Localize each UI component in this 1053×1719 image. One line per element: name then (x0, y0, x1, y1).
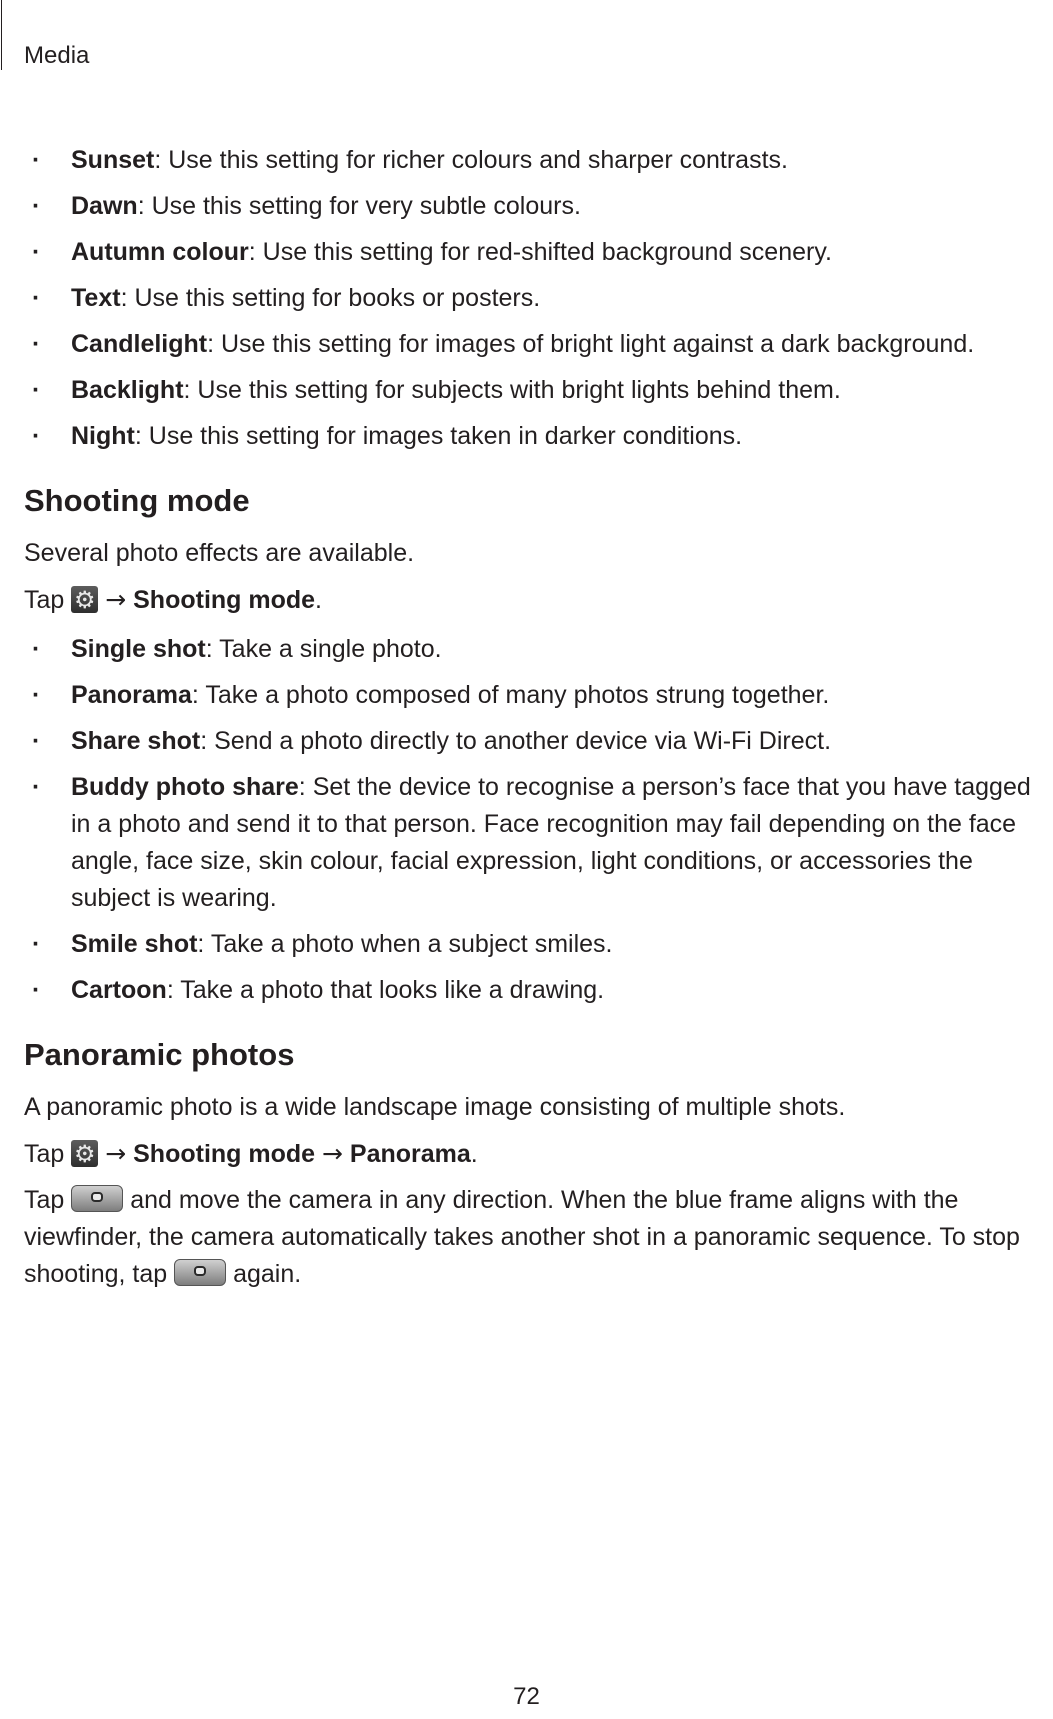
list-item (24, 631, 1034, 668)
term: Buddy photo share (71, 773, 299, 801)
term: Single shot (71, 635, 206, 663)
description: : Use this setting for books or posters. (120, 284, 541, 312)
gear-icon (71, 586, 98, 613)
description: : Send a photo directly to another device via Wi-Fi Direct. (200, 727, 832, 755)
description: : Use this setting for red-shifted background scenery. (248, 238, 832, 266)
tap-text: Tap (24, 586, 65, 614)
list-item (24, 188, 1034, 225)
instruction-end: again. (233, 1260, 302, 1288)
term: Backlight (71, 376, 184, 404)
menu-path: Shooting mode (133, 1140, 316, 1168)
menu-path: Panorama (349, 1140, 471, 1168)
term: Night (71, 422, 135, 450)
description: : Use this setting for subjects with bright lights behind them. (183, 376, 841, 404)
page-number: 72 (513, 1683, 540, 1710)
list-item (24, 926, 1034, 963)
description: : Set the device to recognise a person’s face that you have tagged in a photo and send it to that person. Face recognition may fail depending on the face angle, face size, skin colour, facial expression, light conditions, or accessories the subject is wearing. (71, 773, 1031, 912)
description: : Take a single photo. (205, 635, 442, 663)
term: Share shot (71, 727, 201, 755)
menu-path: Shooting mode (133, 586, 316, 614)
list-item (24, 234, 1034, 271)
arrow: → (105, 1139, 127, 1168)
period: . (470, 1140, 478, 1168)
term: Text (71, 284, 121, 312)
description: : Take a photo when a subject smiles. (197, 930, 613, 958)
term: Panorama (71, 681, 192, 709)
gear-icon (71, 1140, 98, 1167)
list-item (24, 142, 1034, 179)
camera-shutter-icon (71, 1185, 123, 1212)
description: : Use this setting for images taken in darker conditions. (134, 422, 743, 450)
term: Sunset (71, 146, 155, 174)
arrow: → (105, 585, 127, 614)
instruction-text: and move the camera in any direction. When the blue frame aligns with the viewfinder, the camera automatically takes another shot in a panoramic sequence. To stop shooting, tap (24, 1186, 1020, 1288)
tap-text: Tap (24, 1186, 65, 1214)
description: : Take a photo composed of many photos strung together. (191, 681, 830, 709)
list-item (24, 418, 1034, 455)
list-item (24, 972, 1034, 1009)
arrow: → (322, 1139, 343, 1168)
period: . (315, 586, 322, 614)
description: : Use this setting for richer colours and sharper contrasts. (154, 146, 788, 174)
shooting-mode-intro: Several photo effects are available. (24, 539, 415, 567)
shooting-mode-heading: Shooting mode (24, 483, 250, 518)
shooting-mode-list (24, 631, 1034, 1009)
description: : Use this setting for images of bright light against a dark background. (207, 330, 975, 358)
list-item (24, 326, 1034, 363)
panoramic-heading: Panoramic photos (24, 1037, 295, 1072)
camera-shutter-icon (174, 1259, 226, 1286)
section-title: Media (24, 42, 90, 69)
list-item (24, 372, 1034, 409)
page-content (24, 142, 1034, 1302)
term: Cartoon (71, 976, 167, 1004)
term: Candlelight (71, 330, 208, 358)
list-item (24, 677, 1034, 714)
term: Smile shot (71, 930, 198, 958)
description: : Take a photo that looks like a drawing. (166, 976, 605, 1004)
shooting-mode-instruction (24, 581, 1034, 619)
panoramic-path-instruction (24, 1135, 1034, 1173)
description: : Use this setting for very subtle colours. (137, 192, 581, 220)
header-rule (1, 0, 2, 70)
panoramic-capture-instruction (24, 1182, 1034, 1293)
list-item (24, 769, 1034, 917)
list-item (24, 723, 1034, 760)
tap-text: Tap (24, 1140, 65, 1168)
list-item (24, 280, 1034, 317)
term: Autumn colour (71, 238, 249, 266)
panoramic-intro: A panoramic photo is a wide landscape image consisting of multiple shots. (24, 1093, 846, 1121)
term: Dawn (71, 192, 138, 220)
scene-mode-list (24, 142, 1034, 455)
